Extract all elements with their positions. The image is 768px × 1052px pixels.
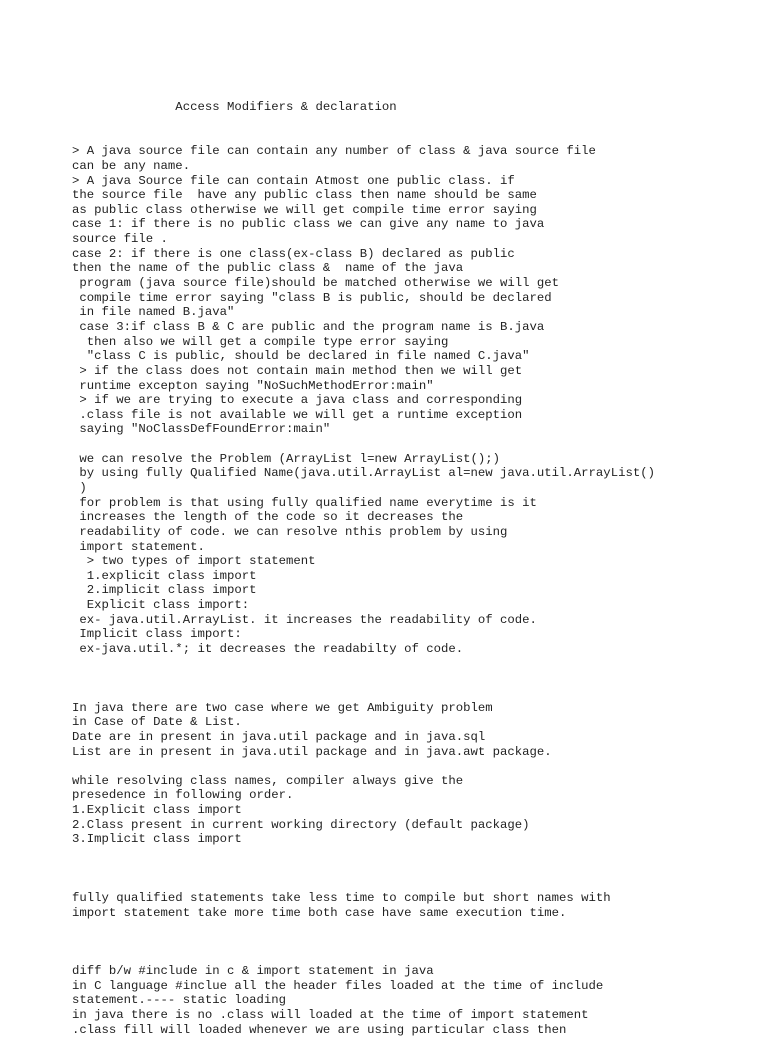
text-line: we can resolve the Problem (ArrayList l=new ArrayList();) bbox=[72, 451, 501, 466]
text-line: > A java Source file can contain Atmost one public class. if bbox=[72, 173, 515, 188]
text-line: increases the length of the code so it decreases the bbox=[72, 510, 464, 525]
text-line: in C language #inclue all the header files loaded at the time of include bbox=[72, 978, 604, 993]
text-line: ex-java.util.*; it decreases the readabilty of code. bbox=[72, 642, 464, 657]
text-line: 2.Class present in current working directory (default package) bbox=[72, 817, 530, 832]
text-line: import statement take more time both case have same execution time. bbox=[72, 905, 567, 920]
text-line: .class file is not available we will get a runtime exception bbox=[72, 407, 523, 422]
blank-line bbox=[72, 935, 655, 950]
text-line: presedence in following order. bbox=[72, 788, 294, 803]
text-line: compile time error saying "class B is public, should be declared bbox=[72, 290, 552, 305]
document-body bbox=[72, 71, 655, 1052]
text-line: in java there is no .class will loaded at the time of import statement bbox=[72, 1008, 589, 1023]
text-line: the source file have any public class then name should be same bbox=[72, 188, 537, 203]
document-lines bbox=[72, 144, 655, 1037]
text-line: 2.implicit class import bbox=[72, 583, 257, 598]
text-line: source file . bbox=[72, 232, 168, 247]
text-line: ex- java.util.ArrayList. it increases the readability of code. bbox=[72, 612, 537, 627]
text-line: Date are in present in java.util package and in java.sql bbox=[72, 729, 486, 744]
blank-line bbox=[72, 671, 655, 686]
text-line: readability of code. we can resolve nthis problem by using bbox=[72, 524, 508, 539]
text-line: Implicit class import: bbox=[72, 627, 242, 642]
text-line: case 1: if there is no public class we can give any name to java bbox=[72, 217, 545, 232]
document-title: Access Modifiers & declaration bbox=[72, 100, 397, 115]
text-line: runtime excepton saying "NoSuchMethodError:main" bbox=[72, 378, 434, 393]
blank-line bbox=[72, 686, 655, 701]
text-line: Explicit class import: bbox=[72, 598, 250, 613]
text-line: .class fill will loaded whenever we are using particular class then bbox=[72, 1022, 567, 1037]
text-line: ) bbox=[72, 481, 87, 495]
blank-line bbox=[72, 847, 655, 862]
text-line: diff b/w #include in c & import statement in java bbox=[72, 964, 434, 979]
text-line: case 2: if there is one class(ex-class B) declared as public bbox=[72, 246, 515, 261]
text-line: case 3:if class B & C are public and the program name is B.java bbox=[72, 319, 545, 334]
text-line: statement.---- static loading bbox=[72, 993, 287, 1008]
blank-line bbox=[72, 876, 655, 891]
text-line: then also we will get a compile type error saying bbox=[72, 334, 449, 349]
blank-line bbox=[72, 862, 655, 877]
blank-line bbox=[72, 437, 655, 452]
text-line: in Case of Date & List. bbox=[72, 715, 242, 730]
text-line: In java there are two case where we get Ambiguity problem bbox=[72, 700, 493, 715]
text-line: > A java source file can contain any number of class & java source file bbox=[72, 144, 596, 159]
text-line: can be any name. bbox=[72, 158, 191, 173]
text-line: import statement. bbox=[72, 539, 205, 554]
text-line: saying "NoClassDefFoundError:main" bbox=[72, 422, 331, 437]
text-line: "class C is public, should be declared in file named C.java" bbox=[72, 349, 530, 364]
text-line: as public class otherwise we will get compile time error saying bbox=[72, 202, 537, 217]
blank-line bbox=[72, 759, 655, 774]
text-line: then the name of the public class & name of the java bbox=[72, 261, 464, 276]
text-line: fully qualified statements take less time to compile but short names with bbox=[72, 890, 611, 905]
text-line: program (java source file)should be matched otherwise we will get bbox=[72, 276, 560, 291]
text-line: > if we are trying to execute a java class and corresponding bbox=[72, 393, 523, 408]
text-line: List are in present in java.util package and in java.awt package. bbox=[72, 744, 552, 759]
blank-line bbox=[72, 950, 655, 965]
text-line: in file named B.java" bbox=[72, 305, 235, 320]
text-line: by using fully Qualified Name(java.util.ArrayList al=new java.util.ArrayList() bbox=[72, 466, 655, 481]
text-line: 1.explicit class import bbox=[72, 568, 257, 583]
text-line: > if the class does not contain main method then we will get bbox=[72, 363, 523, 378]
text-line: for problem is that using fully qualified name everytime is it bbox=[72, 495, 537, 510]
text-line: 1.Explicit class import bbox=[72, 803, 242, 818]
text-line: 3.Implicit class import bbox=[72, 832, 242, 847]
blank-line bbox=[72, 657, 655, 672]
text-line: while resolving class names, compiler always give the bbox=[72, 773, 464, 788]
blank-line bbox=[72, 920, 655, 935]
text-line: > two types of import statement bbox=[72, 554, 316, 569]
